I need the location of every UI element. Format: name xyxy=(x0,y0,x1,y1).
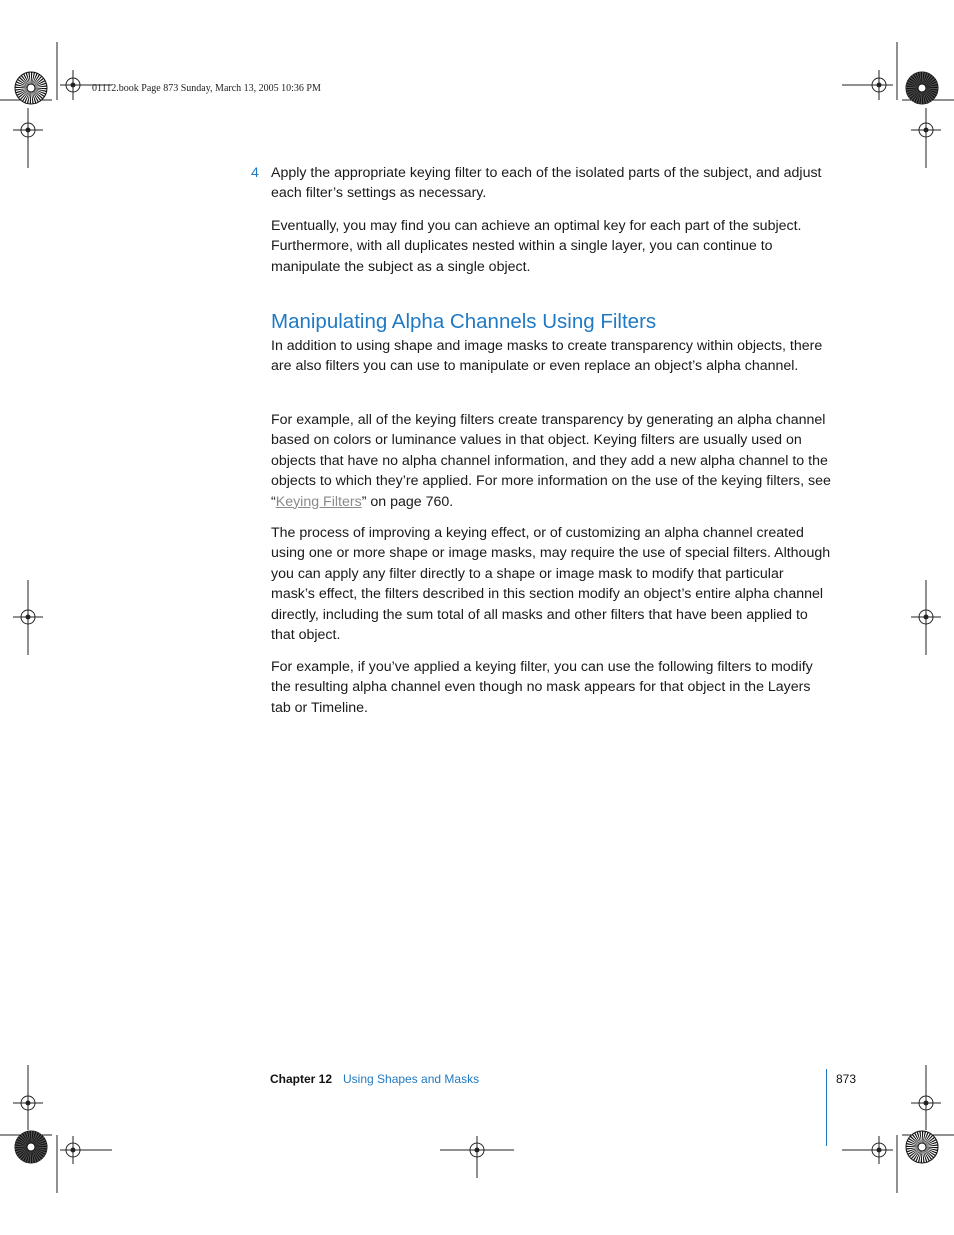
footer-divider xyxy=(826,1069,827,1146)
cross-reference-link[interactable]: Keying Filters xyxy=(275,493,362,510)
starburst-registration-icon xyxy=(15,72,47,104)
crosshair-target-icon xyxy=(842,70,893,100)
footer-chapter-title: Using Shapes and Masks xyxy=(343,1072,480,1086)
body-paragraph: Eventually, you may find you can achieve an optimal key for each part of the subject. Furthermore, with all duplicates nested within a single layer, you can continue to manipulate the subject as a single object. xyxy=(271,218,802,275)
step-text: Apply the appropriate keying filter to each of the isolated parts of the subject, and adjust each filter’s settings as necessary. xyxy=(271,165,822,202)
crosshair-target-icon xyxy=(842,1136,893,1164)
print-slug: 01112.book Page 873 Sunday, March 13, 2005 10:36 PM xyxy=(92,83,321,94)
section-heading: Manipulating Alpha Channels Using Filters xyxy=(271,310,657,333)
body-paragraph xyxy=(271,410,831,512)
step-number: 4 xyxy=(251,165,259,181)
body-paragraph: In addition to using shape and image masks to create transparency within objects, there are also filters you can use to manipulate or even replace an object’s alpha channel. xyxy=(271,338,823,375)
paragraph-text: For example, all of the keying filters create transparency by generating an alpha channel based on colors or luminance values in that object. Keying filters are usually used on objects that have no alpha channel information, and they add a new alpha channel to the objects to which they’re applied. For more information on the use of the keying filters, see “ xyxy=(271,412,831,510)
starburst-registration-icon xyxy=(15,1131,47,1163)
paragraph-text: ” on page 760. xyxy=(361,493,454,510)
footer-chapter-label: Chapter 12 xyxy=(270,1072,333,1086)
body-paragraph: The process of improving a keying effect, or of customizing an alpha channel created using one or more shape or image masks, may require the use of special filters. Although you can apply any filter directly to a shape or image mask to modify that particular mask’s effect, the filters described in this section modify an object’s entire alpha channel directly, including the sum total of all masks and other filters that have been applied to that object. xyxy=(271,525,831,644)
body-paragraph: For example, if you’ve applied a keying filter, you can use the following filters to modify the resulting alpha channel even though no mask appears for that object in the Layers tab or Timeline. xyxy=(271,659,813,716)
starburst-registration-icon xyxy=(906,72,938,104)
footer-page-number: 873 xyxy=(836,1072,857,1086)
starburst-registration-icon xyxy=(906,1131,938,1163)
crosshair-target-icon xyxy=(60,1136,112,1164)
crosshair-target-icon xyxy=(440,1136,514,1178)
